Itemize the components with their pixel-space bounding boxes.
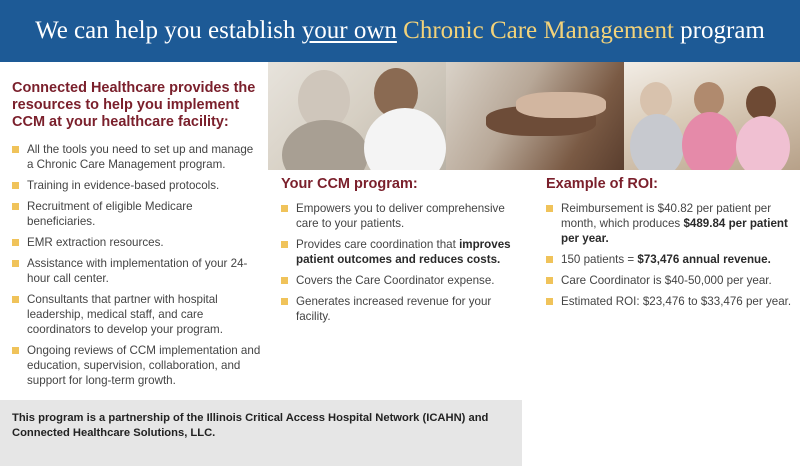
person-body — [630, 114, 684, 170]
square-bullet-icon — [12, 347, 19, 354]
roi-list — [546, 201, 794, 309]
square-bullet-icon — [12, 239, 19, 246]
list-item-text: Empowers you to deliver comprehensive care to your patients. — [296, 202, 505, 230]
list-item — [12, 199, 262, 229]
square-bullet-icon — [281, 298, 288, 305]
square-bullet-icon — [12, 296, 19, 303]
list-item-text: Ongoing reviews of CCM implementation and education, supervision, collaboration, and support for long-term growth. — [27, 344, 261, 387]
list-item — [281, 294, 517, 324]
square-bullet-icon — [546, 205, 553, 212]
roi-column — [546, 176, 794, 315]
square-bullet-icon — [546, 256, 553, 263]
photo-nurse-with-elderly-patient — [268, 62, 446, 170]
list-item-text: Recruitment of eligible Medicare beneficiaries. — [27, 200, 193, 228]
list-item — [12, 178, 262, 193]
list-item-text: Training in evidence-based protocols. — [27, 179, 220, 192]
person-body — [682, 112, 738, 170]
list-item-text: Covers the Care Coordinator expense. — [296, 274, 495, 287]
list-item-text: Provides care coordination that — [296, 238, 460, 251]
list-item-text: EMR extraction resources. — [27, 236, 164, 249]
square-bullet-icon — [281, 205, 288, 212]
list-item — [12, 142, 262, 172]
photo-holding-hands — [446, 62, 624, 170]
square-bullet-icon — [12, 260, 19, 267]
footer-text: This program is a partnership of the Illinois Critical Access Hospital Network (ICAHN) and Connected Healthcare Solutions, LLC. — [12, 412, 489, 439]
list-item-bold: $73,476 annual revenue. — [637, 253, 771, 266]
hands-figure — [516, 92, 606, 118]
banner-text-start: We can help you establish — [35, 17, 296, 44]
patient-body — [282, 120, 368, 170]
list-item — [281, 237, 517, 267]
list-item — [546, 294, 794, 309]
list-item — [12, 343, 262, 388]
list-item — [546, 201, 794, 246]
list-item — [12, 235, 262, 250]
photo-caregivers-group — [624, 62, 800, 170]
photo-strip — [268, 62, 800, 170]
list-item-text: 150 patients = — [561, 253, 638, 266]
list-item-text: Generates increased revenue for your facility. — [296, 295, 492, 323]
square-bullet-icon — [12, 146, 19, 153]
list-item — [12, 256, 262, 286]
person-body — [736, 116, 790, 170]
ccm-program-column — [281, 176, 517, 330]
list-item — [281, 273, 517, 288]
list-item-text: Care Coordinator is $40-50,000 per year. — [561, 274, 772, 287]
list-item-text: Reimbursement is $40.82 per patient per month, which produces — [561, 202, 772, 230]
square-bullet-icon — [546, 277, 553, 284]
list-item-text: Consultants that partner with hospital leadership, medical staff, and care coordinators to develop your program. — [27, 293, 223, 336]
square-bullet-icon — [546, 298, 553, 305]
partnership-footer — [0, 400, 522, 466]
square-bullet-icon — [12, 203, 19, 210]
list-item — [546, 273, 794, 288]
nurse-body — [364, 108, 446, 170]
list-item — [546, 252, 794, 267]
banner-text-end: program — [680, 17, 765, 44]
list-item-bold: $489.84 per patient per year. — [561, 217, 788, 245]
square-bullet-icon — [281, 241, 288, 248]
list-item — [281, 201, 517, 231]
list-item — [12, 292, 262, 337]
roi-heading: Example of ROI: — [546, 176, 658, 192]
resources-list — [12, 142, 262, 388]
banner-underlined-text: your own — [301, 17, 397, 44]
square-bullet-icon — [281, 277, 288, 284]
banner-highlight: Chronic Care Management — [403, 17, 674, 44]
person-figure — [694, 82, 724, 116]
ccm-list — [281, 201, 517, 324]
person-figure — [746, 86, 776, 120]
person-figure — [640, 82, 672, 118]
list-item-bold: improves patient outcomes and reduces costs. — [296, 238, 511, 266]
square-bullet-icon — [12, 182, 19, 189]
ccm-heading: Your CCM program: — [281, 176, 418, 192]
left-heading: Connected Healthcare provides the resources to help you implement CCM at your healthcare facility: — [12, 80, 256, 130]
left-column — [12, 80, 262, 394]
list-item-text: All the tools you need to set up and manage a Chronic Care Management program. — [27, 143, 254, 171]
list-item-text: Assistance with implementation of your 24-hour call center. — [27, 257, 248, 285]
banner — [0, 0, 800, 62]
list-item-text: Estimated ROI: $23,476 to $33,476 per year. — [561, 295, 792, 308]
